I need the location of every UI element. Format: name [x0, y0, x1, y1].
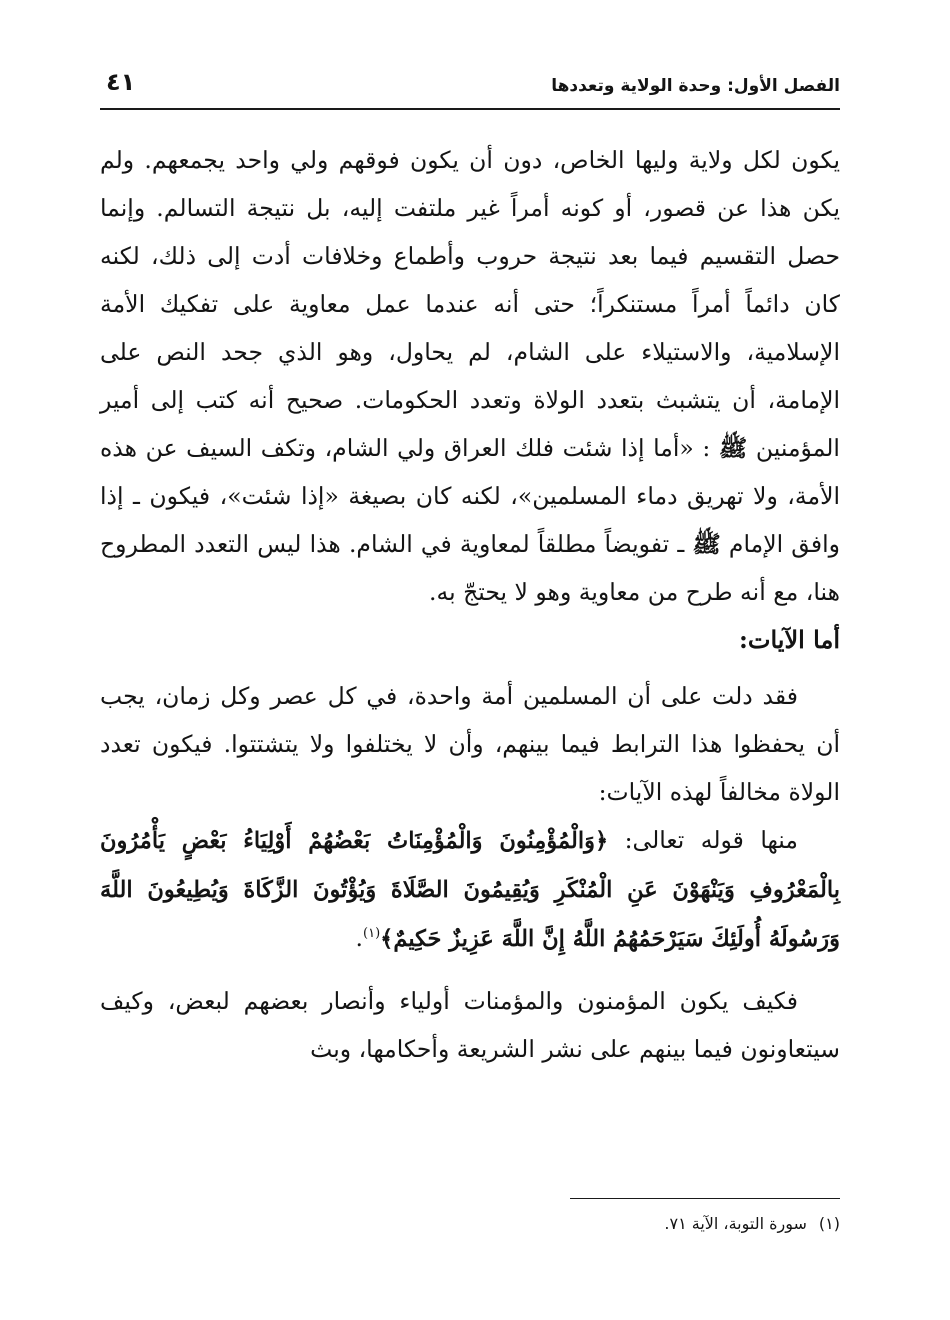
paragraph-1: [100, 136, 840, 616]
footnote-reference[interactable]: (١): [363, 926, 381, 942]
paragraph-4: فكيف يكون المؤمنون والمؤمنات أولياء وأنصار بعضهم لبعض، وكيف سيتعاونون فيما بينهم على نشر الشريعة وأحكامها، وبث: [100, 987, 840, 1063]
verse-intro: منها قوله تعالى:: [624, 826, 798, 854]
page-number: ٤١: [106, 68, 136, 96]
footnote: [664, 1214, 840, 1233]
running-header: [100, 68, 840, 108]
paragraph-1-text: يكون لكل ولاية وليها الخاص، دون أن يكون فوقهم ولي واحد يجمعهم. ولم يكن هذا عن قصور، أو كونه أمراً غير ملتفت إليه، بل نتيجة التسالم. وإنما حصل التقسيم فيما بعد نتيجة حروب وأطماع وخلافات أدت إلى ذلك، لكنه كان دائماً أمراً مستنكراً؛ حتى أنه عندما عمل معاوية على تفكيك الأمة الإسلامية، والاستيلاء على الشام، لم يحاول، وهو الذي جحد النص على الإمامة، أن يتشبث بتعدد الولاة وتعدد الحكومات. صحيح أنه كتب إلى أمير المؤمنين: [100, 146, 841, 462]
paragraph-3: [100, 816, 840, 963]
section-heading: أما الآيات:: [739, 625, 840, 654]
paragraph-2: فقد دلت على أن المسلمين أمة واحدة، في كل عصر وكل زمان، يجب أن يحفظوا هذا الترابط فيما بينهم، وأن لا يختلفوا ولا يتشتتوا. فيكون تعدد الولاة مخالفاً لهذه الآيات:: [100, 682, 840, 806]
verse-close-bracket: ﴾: [380, 926, 394, 952]
footnote-text: سورة التوبة، الآية ٧١.: [664, 1214, 807, 1233]
honorific-mark: ﷺ: [718, 434, 748, 462]
verse-open-bracket: ﴿: [594, 828, 609, 854]
paragraph-1-end: ـ تفويضاً مطلقاً لمعاوية في الشام. هذا ليس التعدد المطروح هنا، مع أنه طرح من معاوية وهو لا يحتجّ به.: [100, 530, 840, 606]
chapter-title: الفصل الأول: وحدة الولاية وتعددها: [551, 76, 840, 96]
honorific-mark: ﷺ: [692, 530, 721, 558]
paragraph-1-quote: : «أما إذا شئت فلك العراق ولي الشام، وتكف السيف عن هذه الأمة، ولا تهريق دماء المسلمين»، لكنه كان بصيغة «إذا شئت»، فيكون ـ إذا وافق الإمام: [100, 434, 840, 558]
header-rule: [100, 108, 840, 110]
verse-text: وَالْمُؤْمِنُونَ وَالْمُؤْمِنَاتُ بَعْضُهُمْ أَوْلِيَاءُ بَعْضٍ يَأْمُرُونَ بِالْمَعْرُوفِ وَيَنْهَوْنَ عَنِ الْمُنْكَرِ وَيُقِيمُونَ الصَّلَاةَ وَيُؤْتُونَ الزَّكَاةَ وَيُطِيعُونَ اللَّهَ وَرَسُولَهُ أُولَئِكَ سَيَرْحَمُهُمُ اللَّهُ إِنَّ اللَّهَ عَزِيزٌ حَكِيمٌ: [100, 828, 840, 952]
footnote-marker: (١): [818, 1214, 840, 1233]
verse-end-period: .: [355, 924, 364, 952]
footnote-rule: [570, 1198, 840, 1199]
body-text: [100, 136, 840, 1073]
